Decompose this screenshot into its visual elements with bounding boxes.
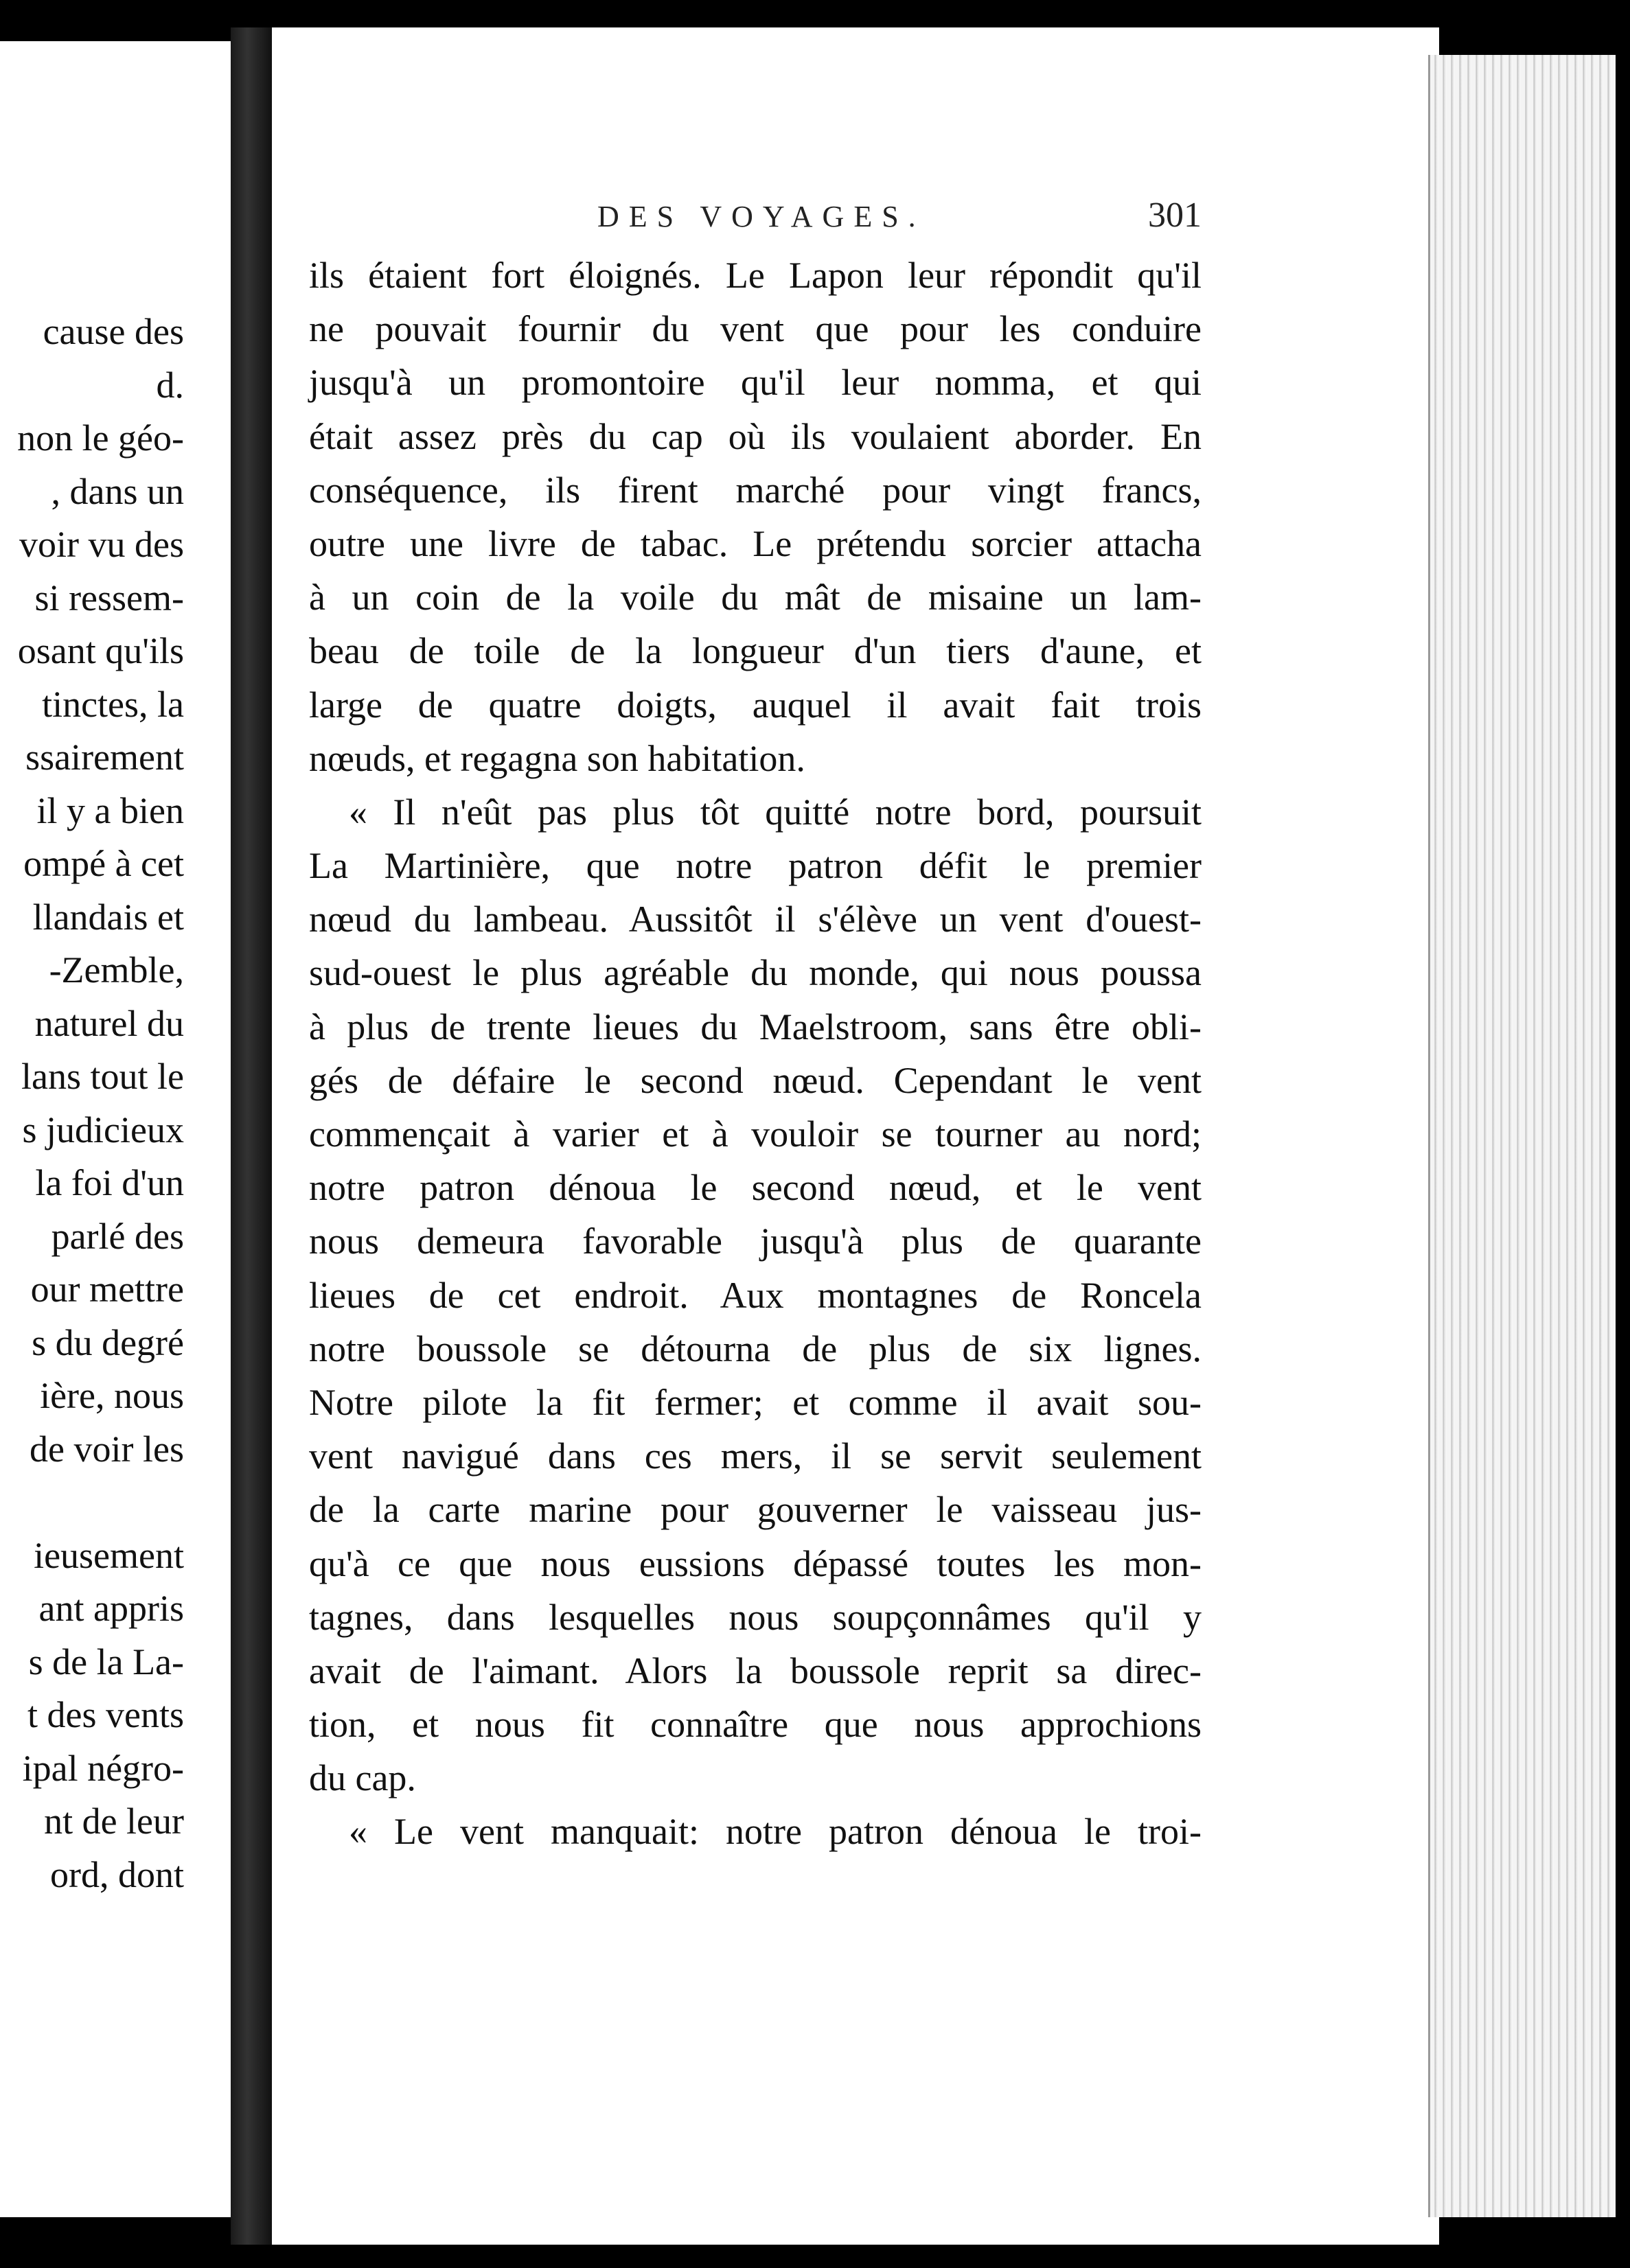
body-line: sud-ouest le plus agréable du monde, qui nous poussa	[309, 952, 1202, 994]
body-line: à un coin de la voile du mât de misaine un lam-	[309, 577, 1202, 618]
running-title: DES VOYAGES.	[597, 200, 926, 233]
left-page-line: s judicieux	[22, 1109, 184, 1150]
left-page-line: cause des	[43, 311, 184, 352]
body-line: « Il n'eût pas plus tôt quitté notre bord, poursuit	[349, 791, 1202, 833]
left-page-line: ssairement	[25, 737, 184, 778]
body-line: jusqu'à un promontoire qu'il leur nomma, et qui	[309, 362, 1202, 404]
left-facing-page	[0, 41, 231, 2217]
body-line: La Martinière, que notre patron défit le premier	[309, 845, 1202, 887]
left-page-line: llandais et	[32, 896, 184, 938]
body-line: de la carte marine pour gouverner le vaisseau jus-	[309, 1489, 1202, 1531]
body-line: du cap.	[309, 1757, 416, 1799]
left-page-line: parlé des	[51, 1215, 184, 1257]
body-line: « Le vent manquait: notre patron dénoua le troi-	[349, 1811, 1202, 1853]
body-line: tion, et nous fit connaître que nous approchions	[309, 1704, 1202, 1746]
body-line: conséquence, ils firent marché pour vingt francs,	[309, 469, 1202, 511]
left-page-line: s du degré	[32, 1321, 184, 1363]
body-line: notre boussole se détourna de plus de six lignes.	[309, 1328, 1202, 1369]
body-line: nœuds, et regagna son habitation.	[309, 737, 805, 779]
running-head	[316, 196, 1202, 240]
left-page-line: our mettre	[30, 1269, 184, 1310]
book-gutter	[231, 27, 272, 2245]
left-page-line: , dans un	[51, 470, 184, 512]
body-line: ils étaient fort éloignés. Le Lapon leur répondit qu'il	[309, 255, 1202, 296]
left-page-line: la foi d'un	[35, 1162, 184, 1203]
left-page-line: si ressem-	[34, 577, 184, 618]
page-edges	[1428, 55, 1616, 2217]
body-line: lieues de cet endroit. Aux montagnes de Roncela	[309, 1274, 1202, 1316]
left-page-line: d.	[156, 364, 184, 406]
body-line: large de quatre doigts, auquel il avait fait trois	[309, 684, 1202, 726]
left-page-line: de voir les	[30, 1428, 184, 1470]
body-line: nœud du lambeau. Aussitôt il s'élève un vent d'ouest-	[309, 899, 1202, 940]
body-line: à plus de trente lieues du Maelstroom, sans être obli-	[309, 1006, 1202, 1048]
body-line: Notre pilote la fit fermer; et comme il avait sou-	[309, 1381, 1202, 1423]
left-page-line: ieusement	[34, 1534, 184, 1576]
left-page-line: ompé à cet	[23, 843, 184, 884]
body-line: tagnes, dans lesquelles nous soupçonnâmes qu'il y	[309, 1596, 1202, 1638]
left-page-line: nt de leur	[44, 1801, 184, 1842]
body-line: commençait à varier et à vouloir se tourner au nord;	[309, 1113, 1202, 1155]
body-line: ne pouvait fournir du vent que pour les conduire	[309, 308, 1202, 350]
body-line: nous demeura favorable jusqu'à plus de quarante	[309, 1220, 1202, 1262]
left-page-line: -Zemble,	[49, 949, 184, 991]
body-line: outre une livre de tabac. Le prétendu sorcier attacha	[309, 522, 1202, 564]
left-page-line: ant appris	[38, 1588, 184, 1629]
body-line: était assez près du cap où ils voulaient aborder. En	[309, 415, 1202, 457]
body-line: avait de l'aimant. Alors la boussole reprit sa direc-	[309, 1650, 1202, 1691]
body-line: vent navigué dans ces mers, il se servit seulement	[309, 1435, 1202, 1477]
left-page-line: ière, nous	[40, 1375, 184, 1416]
body-line: notre patron dénoua le second nœud, et le vent	[309, 1167, 1202, 1209]
left-page-line	[0, 1476, 184, 1529]
left-page-line: lans tout le	[21, 1056, 184, 1097]
body-line: beau de toile de la longueur d'un tiers d'aune, et	[309, 630, 1202, 672]
body-line: qu'à ce que nous eussions dépassé toutes les mon-	[309, 1542, 1202, 1584]
left-page-line: tinctes, la	[42, 683, 184, 725]
left-page-line: ord, dont	[50, 1853, 184, 1895]
left-page-line: non le géo-	[17, 417, 184, 459]
left-page-line: osant qu'ils	[17, 630, 184, 671]
page-number: 301	[1148, 196, 1202, 235]
left-page-text	[0, 305, 184, 1901]
body-line: gés de défaire le second nœud. Cependant le vent	[309, 1059, 1202, 1101]
left-page-line: naturel du	[34, 1002, 184, 1044]
left-page-line: s de la La-	[28, 1641, 184, 1682]
left-page-line: il y a bien	[36, 789, 184, 831]
body-text	[309, 248, 1202, 1859]
left-page-line: ipal négro-	[22, 1747, 184, 1789]
left-page-line: t des vents	[27, 1694, 184, 1735]
left-page-line: voir vu des	[19, 524, 184, 565]
